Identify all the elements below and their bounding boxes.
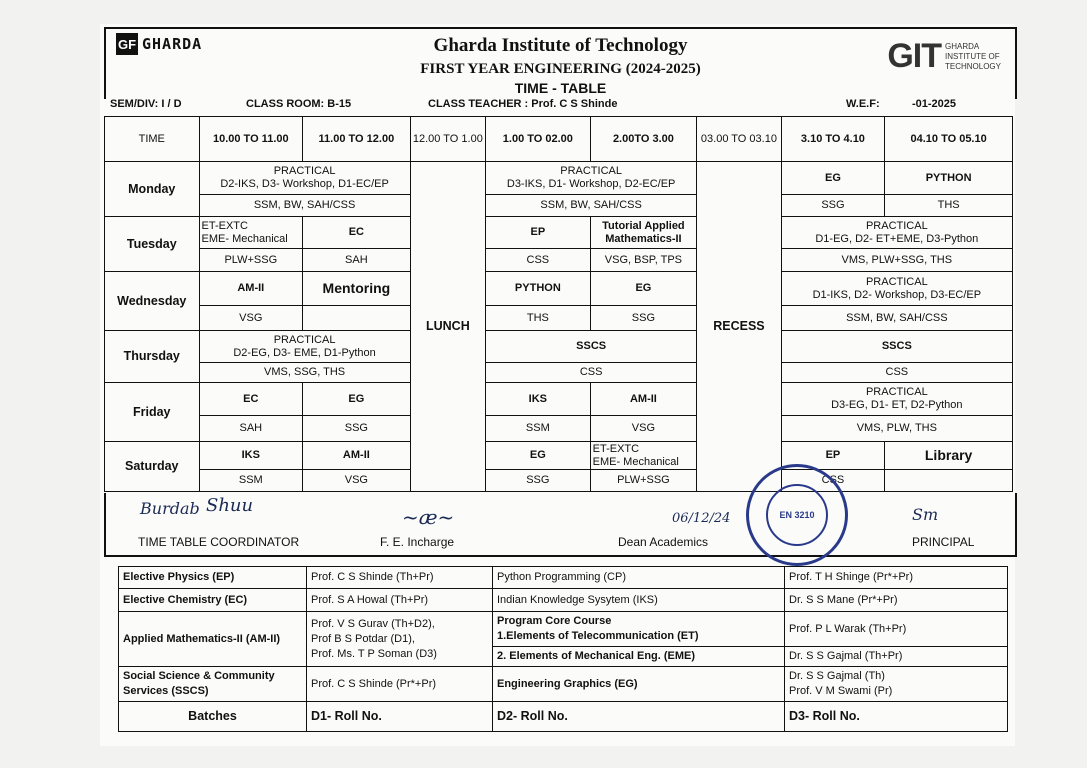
slot-text: D3-EG, D1- ET, D2-Python (831, 399, 963, 411)
wef-label: W.E.F: (846, 98, 880, 110)
coordinator-signature-2: Shuu (206, 495, 254, 516)
teacher-cell (785, 667, 1008, 702)
faculty-cell: SAH (199, 416, 303, 442)
teacher-cell: Prof. C S Shinde (Pr*+Pr) (307, 667, 493, 702)
gharda-logo-text: GHARDA (142, 35, 203, 53)
slot-text: PRACTICAL (560, 165, 622, 177)
slot-text: D2-IKS, D3- Workshop, D1-EC/EP (220, 178, 389, 190)
faculty-cell: CSS (781, 363, 1012, 383)
teacher-line: Prof. Ms. T P Soman (D3) (311, 647, 437, 660)
subject-cell: Applied Mathematics-II (AM-II) (119, 612, 307, 667)
batches-row (119, 702, 1008, 732)
header-cell: 10.00 TO 11.00 (199, 117, 303, 162)
slot-cell (199, 162, 410, 195)
friday-row (105, 383, 1013, 416)
slot-cell (199, 217, 303, 249)
teacher-cell: Dr. S S Mane (Pr*+Pr) (785, 589, 1008, 612)
institute-stamp-icon (746, 464, 848, 566)
teacher-cell (307, 612, 493, 667)
wednesday-row (105, 272, 1013, 306)
day-label: Monday (105, 162, 200, 217)
batch-d3: D3- Roll No. (785, 702, 1008, 732)
faculty-cell: SSG (303, 416, 411, 442)
teacher-cell: Prof. C S Shinde (Th+Pr) (307, 567, 493, 589)
slot-text: PRACTICAL (865, 275, 928, 288)
subject-cell (493, 612, 785, 647)
principal-signature: Sm (912, 505, 939, 524)
slot-cell (781, 383, 1012, 416)
faculty-cell: VSG (303, 470, 411, 492)
slot-cell: EG (486, 442, 591, 470)
slot-text: D1-EG, D2- ET+EME, D3-Python (815, 232, 979, 245)
header-cell: 04.10 TO 05.10 (885, 117, 1013, 162)
slot-cell (781, 272, 1012, 306)
git-logo (887, 37, 1001, 76)
recess-break: RECESS (697, 162, 781, 492)
git-sub-line: INSTITUTE OF (944, 51, 1000, 61)
slot-text: ET-EXTC (201, 219, 248, 232)
subject-cell: Indian Knowledge Sysytem (IKS) (493, 589, 785, 612)
faculty-cell: CSS (486, 363, 697, 383)
faculty-cell: CSS (781, 470, 885, 492)
slot-cell: AM-II (199, 272, 303, 306)
git-logo-subtext (945, 42, 1001, 72)
faculty-cell: VSG (199, 306, 303, 331)
faculty-cell: VSG (590, 416, 697, 442)
faculty-cell: VMS, SSG, THS (199, 363, 410, 383)
slot-cell: SSCS (781, 331, 1012, 363)
faculty-cell (303, 306, 411, 331)
lunch-break: LUNCH (410, 162, 485, 492)
batch-d2: D2- Roll No. (493, 702, 785, 732)
slot-text: D2-EG, D3- EME, D1-Python (233, 346, 376, 359)
wednesday-faculty-row (105, 306, 1013, 331)
slot-cell: EC (199, 383, 303, 416)
faculty-cell: THS (486, 306, 591, 331)
wef-value: -01-2025 (912, 98, 957, 110)
tuesday-faculty-row (105, 249, 1013, 272)
header-cell: 3.10 TO 4.10 (781, 117, 885, 162)
thursday-row (105, 331, 1013, 363)
subject-line: 1.Elements of Telecommunication (ET) (497, 630, 699, 642)
teacher-cell: Prof. P L Warak (Th+Pr) (785, 612, 1008, 647)
slot-cell: EC (303, 217, 411, 249)
faculty-cell: SSM (199, 470, 303, 492)
subject-cell: Elective Physics (EP) (119, 567, 307, 589)
teacher-cell: Prof. T H Shinge (Pr*+Pr) (785, 567, 1008, 589)
slot-text: PRACTICAL (865, 219, 928, 232)
fe-incharge-signature: ~æ~ (402, 505, 455, 529)
timetable (104, 116, 1013, 492)
faculty-cell: PLW+SSG (590, 470, 697, 492)
teacher-line: Prof B S Potdar (D1), (311, 632, 415, 645)
subject-cell: Python Programming (CP) (493, 567, 785, 589)
document-title: TIME - TABLE (514, 80, 607, 96)
slot-cell: IKS (486, 383, 591, 416)
day-label: Tuesday (105, 217, 200, 272)
slot-cell: PYTHON (486, 272, 591, 306)
header-cell: 2.00TO 3.00 (590, 117, 697, 162)
git-sub-line: TECHNOLOGY (944, 61, 1001, 71)
slot-cell: SSCS (486, 331, 697, 363)
slot-cell: Library (885, 442, 1013, 470)
slot-cell: Mentoring (303, 272, 411, 306)
faculty-cell: PLW+SSG (199, 249, 303, 272)
class-teacher: CLASS TEACHER : Prof. C S Shinde (428, 98, 618, 110)
slot-cell (486, 162, 697, 195)
faculty-table (118, 566, 1008, 732)
subject-cell: Elective Chemistry (EC) (119, 589, 307, 612)
subject-cell: 2. Elements of Mechanical Eng. (EME) (493, 647, 785, 667)
slot-text: PRACTICAL (865, 386, 928, 398)
day-label: Thursday (105, 331, 200, 383)
faculty-row (119, 589, 1008, 612)
thursday-faculty-row (105, 363, 1013, 383)
teacher-line: Prof. V S Gurav (Th+D2), (311, 617, 435, 630)
faculty-cell: VMS, PLW+SSG, THS (781, 249, 1012, 272)
slot-text: D3-IKS, D1- Workshop, D2-EC/EP (506, 178, 676, 190)
subject-line: Program Core Course (497, 615, 612, 627)
gharda-logo-icon: GF (116, 33, 138, 55)
slot-cell: EP (781, 442, 885, 470)
coordinator-label: TIME TABLE COORDINATOR (138, 535, 300, 549)
faculty-cell: THS (885, 195, 1013, 217)
slot-cell: EG (303, 383, 411, 416)
batches-label: Batches (119, 702, 307, 732)
faculty-cell: SSM, BW, SAH/CSS (781, 306, 1012, 331)
header-cell: 1.00 TO 02.00 (486, 117, 591, 162)
dean-label: Dean Academics (618, 535, 709, 549)
faculty-cell: CSS (486, 249, 591, 272)
faculty-cell: SSG (781, 195, 885, 217)
saturday-row (105, 442, 1013, 470)
slot-cell: PYTHON (885, 162, 1013, 195)
teacher-line: Prof. V M Swami (Pr) (789, 685, 893, 697)
slot-cell (590, 442, 697, 470)
timetable-header-row (105, 117, 1013, 162)
faculty-row (119, 667, 1008, 702)
day-label: Friday (105, 383, 200, 442)
coordinator-signature-1: Burdab (140, 499, 200, 518)
slot-cell (781, 217, 1012, 249)
git-sub-line: GHARDA (944, 41, 980, 51)
slot-text: ET-EXTC (592, 442, 640, 455)
faculty-row (119, 567, 1008, 589)
slot-text: D1-IKS, D2- Workshop, D3-EC/EP (812, 288, 982, 301)
header-cell: 03.00 TO 03.10 (697, 117, 781, 162)
faculty-cell: SSM, BW, SAH/CSS (486, 195, 697, 217)
faculty-cell: VSG, BSP, TPS (590, 249, 697, 272)
friday-faculty-row (105, 416, 1013, 442)
signature-row (104, 493, 1017, 557)
header-cell: TIME (105, 117, 200, 162)
teacher-cell: Dr. S S Gajmal (Th+Pr) (785, 647, 1008, 667)
slot-cell: EP (486, 217, 591, 249)
saturday-faculty-row (105, 470, 1013, 492)
slot-cell: AM-II (303, 442, 411, 470)
class-room: CLASS ROOM: B-15 (246, 98, 352, 110)
faculty-cell: SSM (486, 416, 591, 442)
git-logo-text: GIT (887, 37, 941, 75)
sem-div: SEM/DIV: I / D (110, 98, 182, 110)
tuesday-row (105, 217, 1013, 249)
faculty-cell: SSG (590, 306, 697, 331)
slot-cell: Tutorial Applied Mathematics-II (590, 217, 697, 249)
header-cell: 11.00 TO 12.00 (303, 117, 411, 162)
faculty-cell: VMS, PLW, THS (781, 416, 1012, 442)
faculty-cell (885, 470, 1013, 492)
slot-cell: IKS (199, 442, 303, 470)
slot-text: EME- Mechanical (201, 232, 288, 245)
monday-row (105, 162, 1013, 195)
header-cell: 12.00 TO 1.00 (410, 117, 485, 162)
institute-name: Gharda Institute of Technology (433, 35, 688, 56)
faculty-cell: SSM, BW, SAH/CSS (199, 195, 410, 217)
teacher-cell: Prof. S A Howal (Th+Pr) (307, 589, 493, 612)
dean-date: 06/12/24 (672, 511, 731, 526)
slot-text: EME- Mechanical (592, 455, 679, 468)
program-title: FIRST YEAR ENGINEERING (2024-2025) (420, 61, 701, 77)
slot-text: PRACTICAL (273, 165, 336, 177)
document-header (104, 27, 1017, 99)
slot-cell: EG (590, 272, 697, 306)
fe-incharge-label: F. E. Incharge (380, 535, 455, 549)
slot-text: PRACTICAL (273, 333, 336, 346)
faculty-cell: SAH (303, 249, 411, 272)
slot-cell: EG (781, 162, 885, 195)
subject-cell: Engineering Graphics (EG) (493, 667, 785, 702)
teacher-line: Dr. S S Gajmal (Th) (789, 670, 885, 682)
subject-cell: Social Science & Community Services (SSCS) (119, 667, 307, 702)
slot-cell (199, 331, 410, 363)
stamp-text: EN 3210 (766, 484, 828, 546)
batch-d1: D1- Roll No. (307, 702, 493, 732)
day-label: Wednesday (105, 272, 200, 331)
faculty-row (119, 612, 1008, 647)
monday-faculty-row (105, 195, 1013, 217)
day-label: Saturday (105, 442, 200, 492)
slot-cell: AM-II (590, 383, 697, 416)
principal-label: PRINCIPAL (912, 535, 975, 549)
faculty-cell: SSG (486, 470, 591, 492)
